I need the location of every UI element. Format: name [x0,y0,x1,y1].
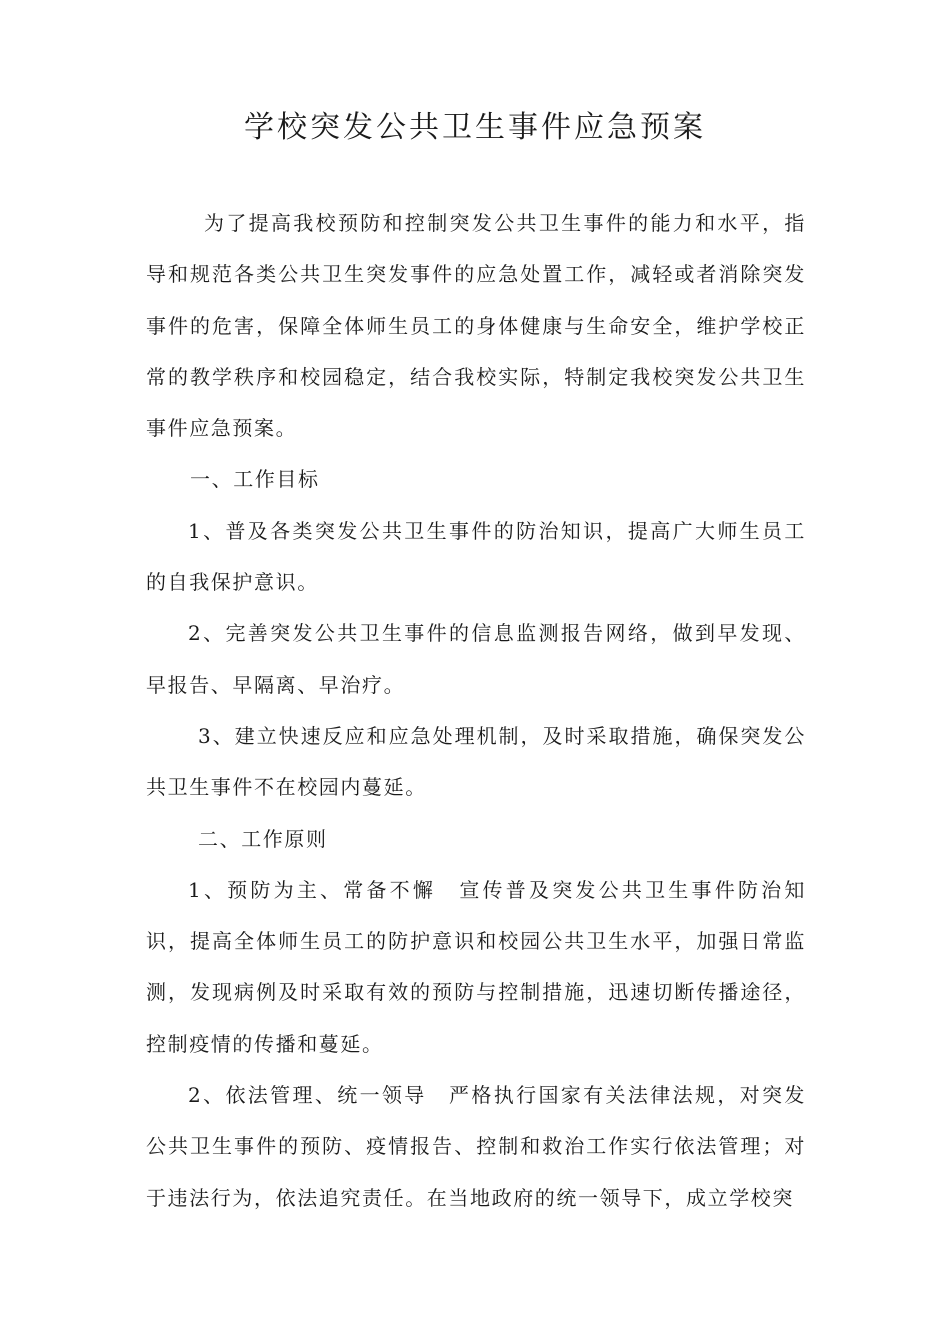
intro-paragraph: 为了提高我校预防和控制突发公共卫生事件的能力和水平，指导和规范各类公共卫生突发事件的应急处置工作，减轻或者消除突发事件的危害，保障全体师生员工的身体健康与生命安全，维护学校正常的教学秩序和校园稳定，结合我校实际，特制定我校突发公共卫生事件应急预案。 [146,211,806,441]
section-heading-principles: 二、工作原则 [198,826,328,851]
section-heading-goals: 一、工作目标 [190,467,320,492]
principle-item-1: 1、预防为主、常备不懈 宣传普及突发公共卫生事件防治知识，提高全体师生员工的防护意识和校园公共卫生水平，加强日常监测，发现病例及时采取有效的预防与控制措施，迅速切断传播途径，控制疫情的传播和蔓延。 [146,877,806,1056]
document-title: 学校突发公共卫生事件应急预案 [244,110,706,145]
goal-item-2: 2、完善突发公共卫生事件的信息监测报告网络，做到早发现、早报告、早隔离、早治疗。 [146,621,806,697]
document-body [146,198,806,1224]
principle-item-2: 2、依法管理、统一领导 严格执行国家有关法律法规，对突发公共卫生事件的预防、疫情报告、控制和救治工作实行依法管理；对于违法行为，依法追究责任。在当地政府的统一领导下，成立学校突 [146,1083,806,1210]
goal-item-3: 3、建立快速反应和应急处理机制，及时采取措施，确保突发公共卫生事件不在校园内蔓延。 [146,723,806,800]
goal-item-1: 1、普及各类突发公共卫生事件的防治知识，提高广大师生员工的自我保护意识。 [146,518,806,595]
